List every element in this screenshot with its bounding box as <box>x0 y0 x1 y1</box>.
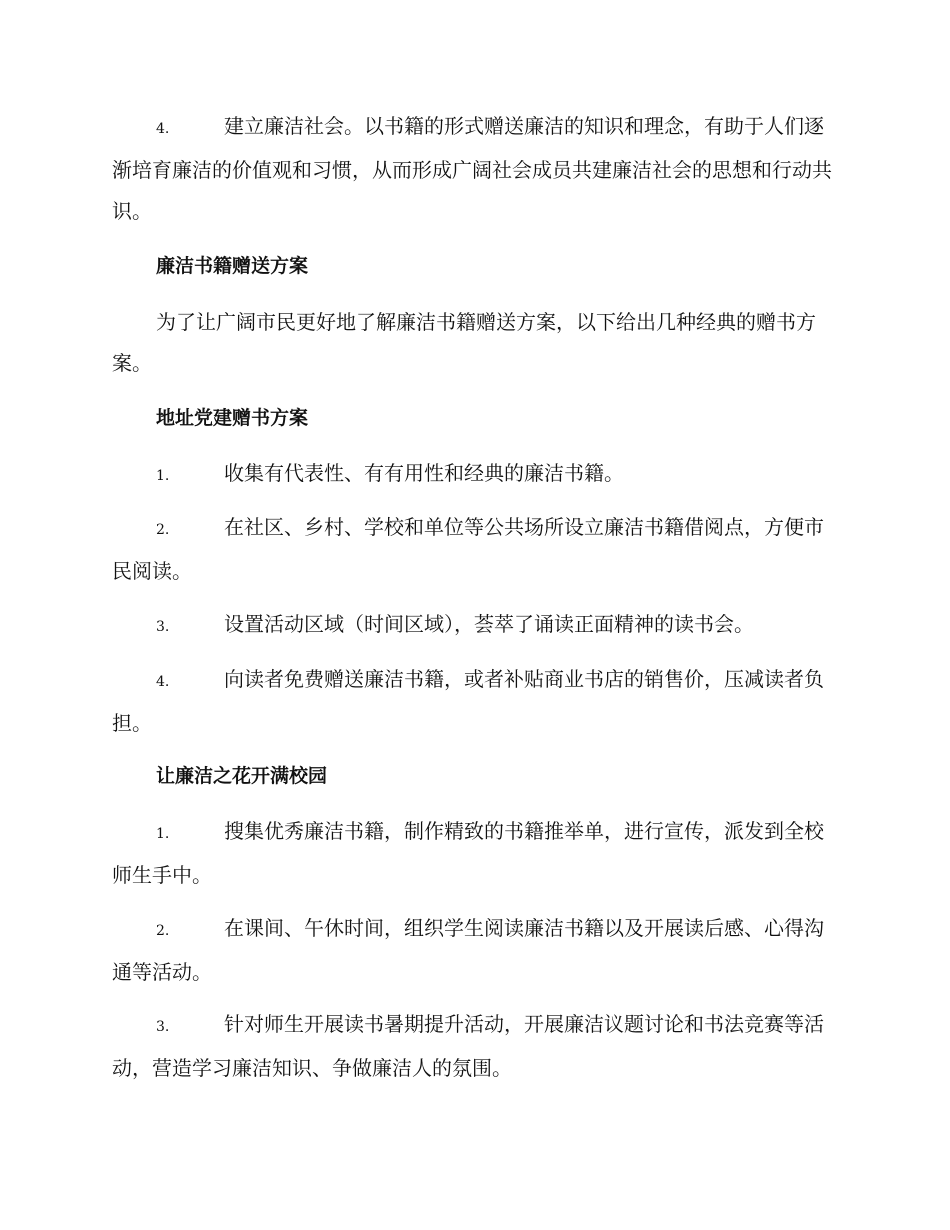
list-item-text: 设置活动区域（时间区域），荟萃了诵读正面精神的读书会。 <box>224 612 754 636</box>
list-item-text: 向读者免费赠送廉洁书籍，或者补贴商业书店的销售价，压减读者负担。 <box>112 667 824 735</box>
list-item-text: 收集有代表性、有有用性和经典的廉洁书籍。 <box>224 461 624 485</box>
list-item-text: 在课间、午休时间，组织学生阅读廉洁书籍以及开展读后感、心得沟通等活动。 <box>112 916 824 984</box>
list-item-number: 2. <box>156 522 170 538</box>
list-item-text: 在社区、乡村、学校和单位等公共场所设立廉洁书籍借阅点，方便市民阅读。 <box>112 515 824 583</box>
list-item-number: 3. <box>156 1019 170 1035</box>
list-item-number: 4. <box>156 674 170 690</box>
section-heading: 地址党建赠书方案 <box>156 407 309 429</box>
list-item-number: 1. <box>156 826 170 842</box>
list-item <box>112 659 832 744</box>
list-item-number: 2. <box>156 923 170 939</box>
list-item <box>112 908 832 993</box>
list-item <box>112 106 832 232</box>
list-item-text: 建立廉洁社会。以书籍的形式赠送廉洁的知识和理念，有助于人们逐渐培育廉洁的价值观和习惯，从而形成广阔社会成员共建廉洁社会的思想和行动共识。 <box>112 114 832 223</box>
list-item <box>112 811 832 896</box>
list-item-number: 1. <box>156 468 170 484</box>
list-item-number: 4. <box>156 121 170 137</box>
section-heading: 廉洁书籍赠送方案 <box>156 255 309 277</box>
list-item <box>112 604 832 648</box>
paragraph: 为了让广阔市民更好地了解廉洁书籍赠送方案，以下给出几种经典的赠书方案。 <box>112 310 816 375</box>
list-item <box>112 453 832 497</box>
list-item <box>112 1004 832 1089</box>
section-heading: 让廉洁之花开满校园 <box>156 765 328 787</box>
list-item-number: 3. <box>156 619 170 635</box>
list-item-text: 针对师生开展读书暑期提升活动，开展廉洁议题讨论和书法竞赛等活动，营造学习廉洁知识、争做廉洁人的氛围。 <box>112 1012 824 1080</box>
list-item-text: 搜集优秀廉洁书籍，制作精致的书籍推举单，进行宣传，派发到全校师生手中。 <box>112 819 824 887</box>
list-item <box>112 507 832 592</box>
